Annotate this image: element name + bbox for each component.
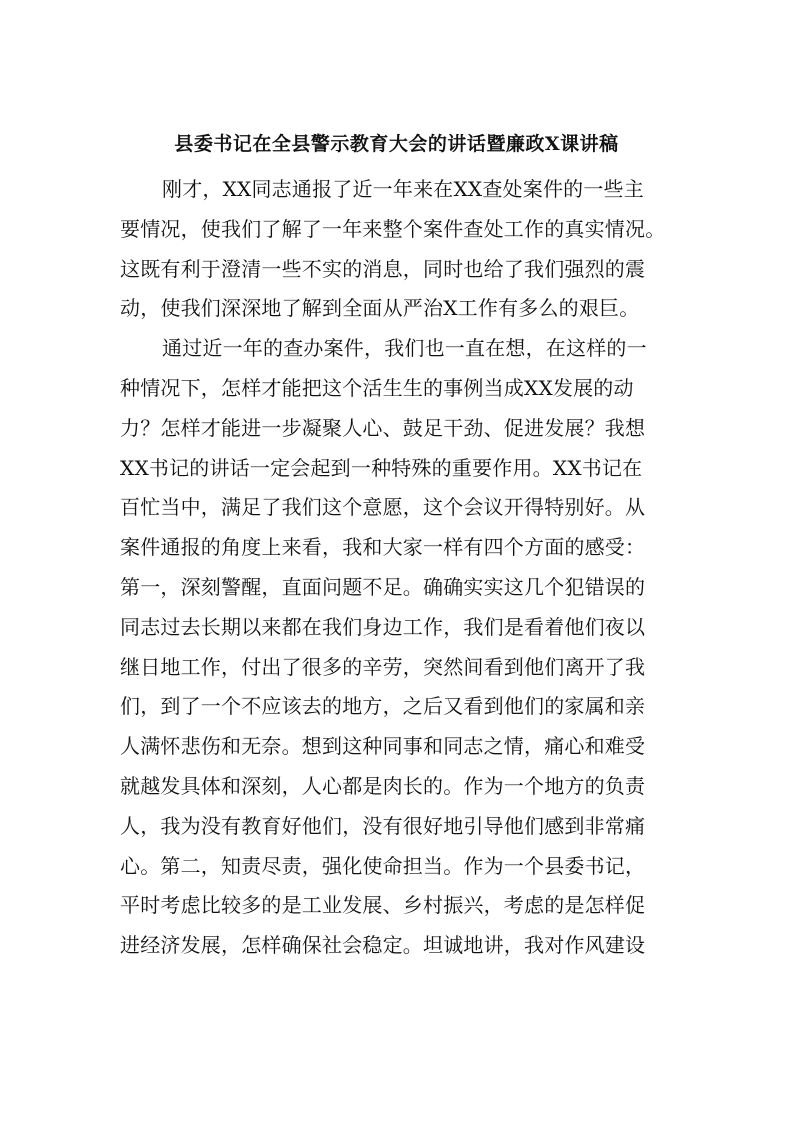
document-title: 县委书记在全县警示教育大会的讲话暨廉政X课讲稿 bbox=[174, 133, 619, 155]
text-line-12: 同志过去长期以来都在我们身边工作，我们是看着他们夜以 bbox=[120, 614, 646, 639]
text-line-11: 第一，深刻警醒，直面问题不足。确确实实这几个犯错误的 bbox=[120, 574, 646, 599]
text-line-13: 继日地工作，付出了很多的辛劳，突然间看到他们离开了我 bbox=[120, 654, 646, 679]
text-line-19: 平时考虑比较多的是工业发展、乡村振兴，考虑的是怎样促 bbox=[120, 893, 646, 918]
text-line-1: 刚才，XX同志通报了近一年来在XX查处案件的一些主 bbox=[162, 177, 644, 201]
text-line-10: 案件通报的角度上来看，我和大家一样有四个方面的感受： bbox=[120, 535, 646, 560]
text-line-2: 要情况，使我们了解了一年来整个案件查处工作的真实情况。 bbox=[120, 216, 666, 241]
text-line-18: 心。第二，知责尽责，强化使命担当。作为一个县委书记， bbox=[120, 853, 646, 878]
document-body bbox=[120, 170, 690, 966]
text-line-3: 这既有利于澄清一些不实的消息，同时也给了我们强烈的震 bbox=[120, 256, 646, 281]
text-line-14: 们，到了一个不应该去的地方，之后又看到他们的家属和亲 bbox=[120, 694, 646, 719]
text-line-5: 通过近一年的查办案件，我们也一直在想，在这样的一 bbox=[162, 336, 647, 361]
text-line-20: 进经济发展，怎样确保社会稳定。坦诚地讲，我对作风建设 bbox=[120, 933, 646, 958]
text-line-7: 力？怎样才能进一步凝聚人心、鼓足干劲、促进发展？我想 bbox=[120, 415, 646, 440]
text-line-8: XX书记的讲话一定会起到一种特殊的重要作用。XX书记在 bbox=[120, 455, 643, 480]
text-line-4: 动，使我们深深地了解到全面从严治X工作有多么的艰巨。 bbox=[120, 296, 640, 321]
text-line-16: 就越发具体和深刻，人心都是肉长的。作为一个地方的负责 bbox=[120, 773, 646, 798]
text-line-15: 人满怀悲伤和无奈。想到这种同事和同志之情，痛心和难受 bbox=[120, 734, 646, 759]
text-line-17: 人，我为没有教育好他们，没有很好地引导他们感到非常痛 bbox=[120, 813, 646, 838]
text-line-9: 百忙当中，满足了我们这个意愿，这个会议开得特别好。从 bbox=[120, 495, 646, 520]
text-line-6: 种情况下，怎样才能把这个活生生的事例当成XX发展的动 bbox=[120, 375, 634, 400]
